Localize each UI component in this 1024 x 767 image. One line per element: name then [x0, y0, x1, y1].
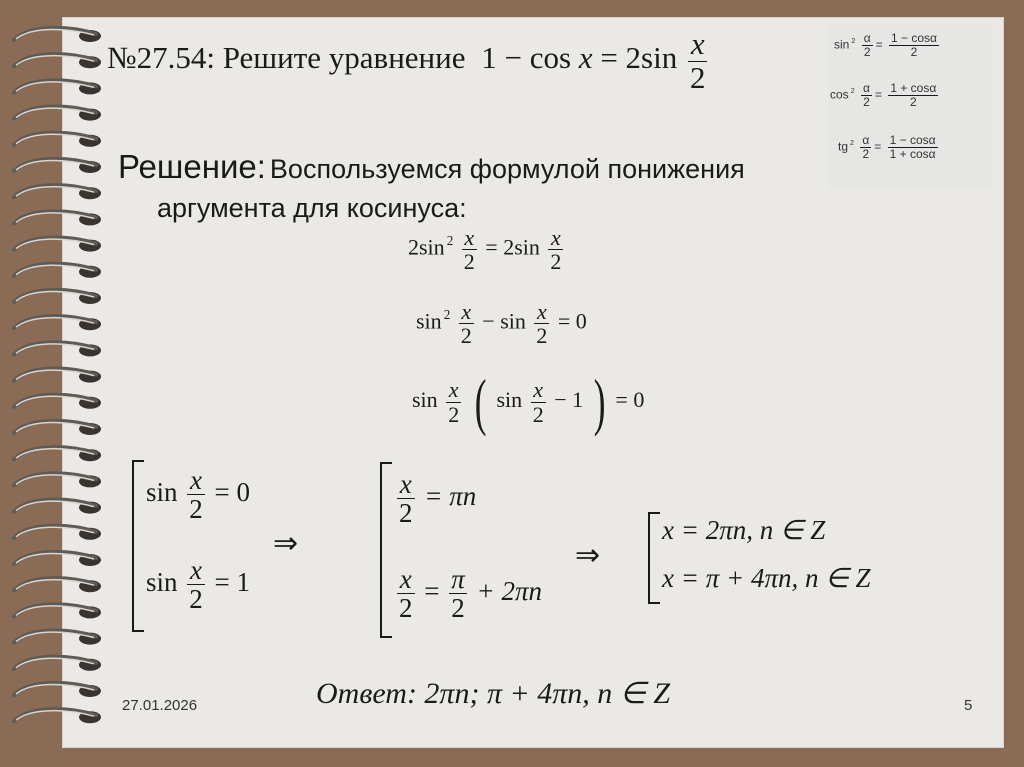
- spiral-coil: [14, 657, 101, 671]
- f2-den: 2: [863, 94, 870, 109]
- task-title: [107, 28, 710, 94]
- s2-den: 2: [460, 323, 472, 349]
- spiral-coil: [14, 290, 101, 304]
- implies-arrow-2: ⇒: [575, 539, 601, 572]
- f2-num: α: [863, 81, 870, 95]
- f3-num: α: [862, 133, 870, 147]
- spiral-coil: [14, 526, 101, 540]
- eq-left: 1 − cos: [481, 40, 572, 76]
- spiral-coil: [14, 604, 101, 618]
- sys1-r2-frac: [187, 556, 205, 614]
- s1-den: 2: [463, 249, 475, 275]
- f2-rden: 2: [909, 94, 917, 109]
- s1-sup: 2: [446, 232, 454, 248]
- f2-left: cos: [830, 87, 849, 102]
- f1-left: sin: [834, 37, 850, 52]
- s3-b: sin: [496, 387, 523, 413]
- s3-den2: 2: [532, 401, 544, 427]
- spiral-coil: [14, 342, 101, 356]
- f1-sup: 2: [851, 35, 856, 45]
- spiral-coil: [14, 238, 101, 252]
- f2-sup: 2: [850, 85, 855, 95]
- spiral-coil: [14, 552, 101, 566]
- system3-row1: x = 2πn, n ∈ Z: [662, 515, 826, 545]
- system3-row2: x = π + 4πn, n ∈ Z: [662, 563, 871, 593]
- s1-den2: 2: [550, 249, 562, 275]
- spiral-coil: [14, 683, 101, 697]
- sys2-r1-b: = πn: [424, 481, 477, 512]
- footer-date: 27.01.2026: [122, 697, 198, 714]
- system2-row2: [394, 565, 542, 623]
- sys1-r2-a: sin: [146, 567, 178, 598]
- sys2-r2-den2: 2: [451, 593, 465, 624]
- formula-cos2: cos $^2$ $\frac{\alpha}{2}$ = $\frac{1 + \cos\alpha}{2}$: [830, 81, 937, 109]
- sys2-r2-num2: π: [451, 564, 465, 594]
- sys1-r1-num: x: [187, 466, 205, 495]
- sys2-r2-frac: [397, 565, 415, 623]
- spiral-coil: [14, 107, 101, 121]
- spiral-coil: [14, 709, 101, 723]
- f3-left: tg: [838, 139, 849, 154]
- f2-rnum: 1 + cosα: [890, 81, 937, 95]
- s2-num2: x: [534, 300, 549, 324]
- open-paren: (: [474, 366, 487, 437]
- s2-b: − sin: [482, 308, 526, 334]
- s1-frac2: [548, 226, 563, 273]
- f1-rfrac: [889, 32, 939, 58]
- sys1-r2-b: = 1: [214, 567, 250, 598]
- sys2-r2-b: + 2πn: [476, 576, 543, 607]
- answer: [316, 676, 670, 711]
- spiral-coil: [14, 159, 101, 173]
- f1-rden: 2: [910, 44, 918, 59]
- eq-fraction: [688, 28, 708, 94]
- s3-d: = 0: [615, 387, 645, 413]
- f3-rnum: 1 − cosα: [889, 133, 936, 147]
- step-1: [408, 226, 566, 273]
- s2-num: x: [459, 300, 474, 324]
- f2-frac: [861, 82, 872, 108]
- sys2-r2-mid: =: [424, 576, 440, 607]
- implies-arrow-1: ⇒: [273, 527, 299, 560]
- sys2-r2-den: 2: [399, 593, 413, 624]
- formula-sin2: sin $^2$ $\frac{\alpha}{2}$ = $\frac{1 - \cos\alpha}{2}$: [834, 31, 937, 59]
- sys1-r1-a: sin: [146, 477, 178, 508]
- spiral-coil: [14, 28, 101, 42]
- sys1-r1-den: 2: [189, 494, 203, 525]
- system2-bracket: [380, 462, 392, 638]
- spiral-coil: [14, 264, 101, 278]
- spiral-coil: [14, 369, 101, 383]
- spiral-binding: [0, 0, 120, 767]
- sys1-r2-num: x: [187, 556, 205, 585]
- spiral-coil: [14, 133, 101, 147]
- eq-x: x: [578, 40, 593, 76]
- task-number: №27.54: Решите уравнение: [107, 40, 466, 76]
- f1-den: 2: [863, 44, 871, 59]
- s1-frac: [462, 226, 477, 273]
- s1-num2: x: [548, 226, 563, 250]
- s3-den: 2: [448, 401, 460, 427]
- s3-frac: [446, 378, 461, 425]
- spiral-coil: [14, 578, 101, 592]
- eq-mid: = 2sin: [600, 40, 678, 76]
- step-3: [412, 366, 645, 437]
- sys2-r1-num: x: [397, 470, 415, 499]
- solution-text: [118, 148, 745, 186]
- spiral-coil: [14, 211, 101, 225]
- s3-c: − 1: [554, 387, 584, 413]
- spiral-coil: [14, 185, 101, 199]
- reference-formulas: [828, 24, 992, 188]
- eq-frac-num: x: [688, 28, 708, 62]
- spiral-coil: [14, 80, 101, 94]
- solution-line2: аргумента для косинуса:: [157, 193, 467, 223]
- close-paren: ): [593, 366, 606, 437]
- sys2-r2-num: x: [397, 565, 415, 594]
- s1-a: 2sin: [408, 234, 445, 260]
- f3-rfrac: [888, 134, 938, 160]
- sys2-r2-frac2: [449, 565, 467, 623]
- s3-a: sin: [412, 387, 438, 413]
- s2-den2: 2: [536, 323, 548, 349]
- system1-bracket: [132, 460, 144, 632]
- f2-rfrac: [888, 82, 938, 108]
- formula-tg2: tg $^2$ $\frac{\alpha}{2}$ = $\frac{1 - \cos\alpha}{1 + \cos\alpha}$: [838, 133, 936, 161]
- system2-row1: [394, 470, 476, 528]
- task-equation: [481, 26, 710, 95]
- system1-row2: [146, 556, 250, 614]
- answer-value: : 2πn; π + 4πn, n ∈ Z: [406, 677, 671, 710]
- answer-label: Ответ: [316, 677, 407, 710]
- page-number: 5: [964, 697, 973, 714]
- s3-num: x: [446, 378, 461, 402]
- spiral-coil: [14, 395, 101, 409]
- sys1-r1-b: = 0: [214, 477, 250, 508]
- spiral-coil: [14, 421, 101, 435]
- sys2-r1-den: 2: [399, 498, 413, 529]
- sys2-r1-frac: [397, 470, 415, 528]
- s1-b: = 2sin: [485, 234, 540, 260]
- eq-frac-den: 2: [689, 59, 706, 95]
- system3-bracket: [648, 512, 660, 604]
- spiral-coil: [14, 500, 101, 514]
- solution-label: Решение:: [118, 148, 266, 185]
- f1-rnum: 1 − cosα: [890, 31, 937, 45]
- solution-line1: Воспользуемся формулой понижения: [269, 154, 745, 184]
- s2-frac: [459, 300, 474, 347]
- step-2: [416, 300, 587, 347]
- sys1-r2-den: 2: [189, 584, 203, 615]
- sys1-r1-frac: [187, 466, 205, 524]
- f3-frac: [860, 134, 871, 160]
- f1-frac: [862, 32, 873, 58]
- system1-row1: [146, 466, 250, 524]
- spiral-coil: [14, 447, 101, 461]
- spiral-coil: [14, 316, 101, 330]
- s3-frac2: [531, 378, 546, 425]
- s2-a: sin: [416, 308, 442, 334]
- f3-rden: 1 + cosα: [889, 146, 936, 161]
- f1-num: α: [863, 31, 871, 45]
- spiral-coil: [14, 54, 101, 68]
- s2-c: = 0: [557, 308, 587, 334]
- f3-den: 2: [862, 146, 870, 161]
- s2-sup: 2: [443, 306, 451, 322]
- spiral-coil: [14, 473, 101, 487]
- s2-frac2: [534, 300, 549, 347]
- spiral-coil: [14, 631, 101, 645]
- s1-num: x: [462, 226, 477, 250]
- s3-num2: x: [531, 378, 546, 402]
- f3-sup: 2: [850, 137, 855, 147]
